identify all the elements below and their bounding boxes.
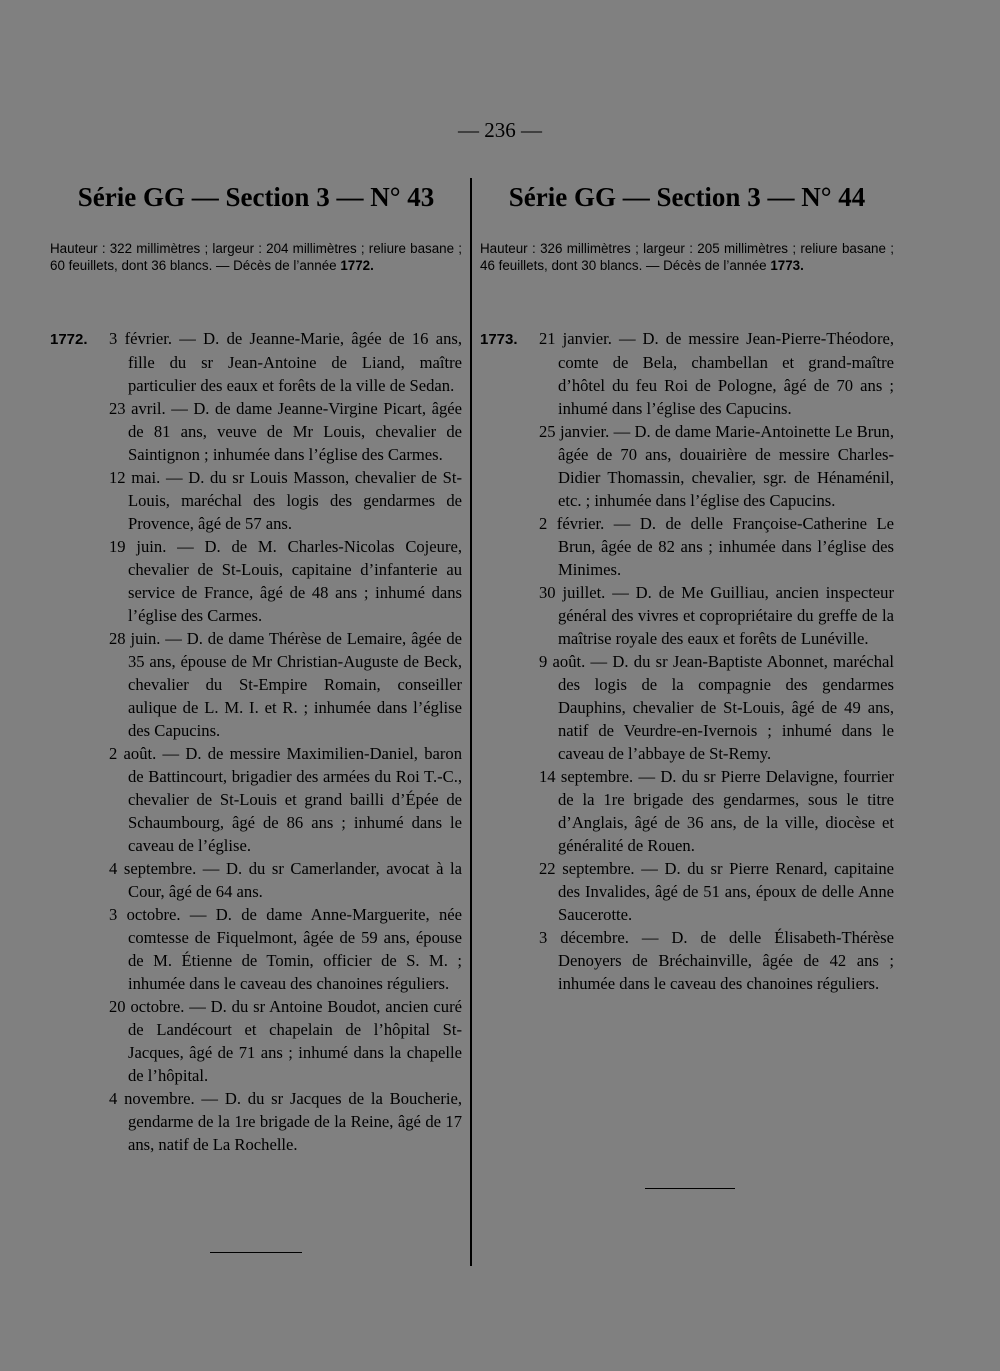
entry-item xyxy=(480,650,894,765)
entry-item xyxy=(480,926,894,995)
entry-text: 4 septembre. — D. du sr Camerlander, avocat à la Cour, âgé de 64 ans. xyxy=(109,859,462,901)
entry-item xyxy=(480,512,894,581)
right-column xyxy=(480,178,894,995)
entry-item xyxy=(480,857,894,926)
entry-item xyxy=(50,995,462,1087)
left-description xyxy=(50,240,462,292)
entry-item xyxy=(50,742,462,857)
right-year-label: 1773. xyxy=(480,331,518,348)
left-entries xyxy=(50,327,462,1156)
left-series-title: Série GG — Section 3 — N° 43 xyxy=(77,182,435,212)
entry-text: 22 septembre. — D. du sr Pierre Renard, capitaine des Invalides, âgé de 51 ans, époux de delle Anne Saucerotte. xyxy=(539,859,894,924)
right-description-text: Hauteur : 326 millimètres ; largeur : 205 millimètres ; reliure basane ; 46 feuillets, dont 30 blancs. — Décès de l’année xyxy=(480,241,894,273)
entry-text: 3 octobre. — D. de dame Anne-Marguerite, née comtesse de Fiquelmont, âgée de 59 ans, épouse de M. Étienne de Tomin, officier de S. M. ; inhumée dans le caveau des chanoines réguliers. xyxy=(109,905,462,993)
entry-item xyxy=(50,1087,462,1156)
entry-text: 14 septembre. — D. du sr Pierre Delavigne, fourrier de la 1re brigade des gendarmes, sous le titre d’Anglais, âgé de 36 ans, de la ville, diocèse et généralité de Rouen. xyxy=(539,767,894,855)
entry-text: 9 août. — D. du sr Jean-Baptiste Abonnet, maréchal des logis de la compagnie des gendarmes Dauphins, chevalier de St-Louis, âgé de 49 ans, natif de Veurdre-en-Ivernois ; inhumé dans le caveau de l’abbaye de St-Remy. xyxy=(539,652,894,763)
entry-item xyxy=(50,535,462,627)
right-entries xyxy=(480,327,894,995)
entry-item xyxy=(50,466,462,535)
entry-text: 3 décembre. — D. de delle Élisabeth-Thérèse Denoyers de Bréchainville, âgée de 42 ans ; inhumée dans le caveau des chanoines réguliers. xyxy=(539,928,894,993)
left-description-year: 1772. xyxy=(340,258,374,273)
entry-item xyxy=(50,327,462,397)
entry-text: 23 avril. — D. de dame Jeanne-Virgine Picart, âgée de 81 ans, veuve de Mr Louis, chevalier de Saintignon ; inhumée dans l’église des Carmes. xyxy=(109,399,462,464)
entry-item xyxy=(480,581,894,650)
entry-text: 12 mai. — D. du sr Louis Masson, chevalier de St-Louis, maréchal des logis des gendarmes de Provence, âgé de 57 ans. xyxy=(109,468,462,533)
entry-text: 30 juillet. — D. de Me Guilliau, ancien inspecteur général des vivres et copropriétaire du greffe de la maîtrise royale des eaux et forêts de Lunéville. xyxy=(539,583,894,648)
entry-item xyxy=(50,627,462,742)
entry-text: 21 janvier. — D. de messire Jean-Pierre-Théodore, comte de Bela, chambellan et grand-maître d’hôtel du feu Roi de Pologne, âgé de 70 ans ; inhumé dans l’église des Capucins. xyxy=(539,329,894,418)
entry-item xyxy=(480,420,894,512)
right-end-rule xyxy=(645,1188,735,1189)
right-description xyxy=(480,240,894,292)
entry-item xyxy=(480,327,894,420)
entry-item xyxy=(50,397,462,466)
entry-item xyxy=(50,903,462,995)
column-divider xyxy=(470,178,472,1266)
left-column xyxy=(50,178,462,1156)
right-description-year: 1773. xyxy=(770,258,804,273)
entry-item xyxy=(480,765,894,857)
page-number: — 236 — xyxy=(458,118,542,142)
left-end-rule xyxy=(210,1252,302,1253)
entry-item xyxy=(50,857,462,903)
left-description-text: Hauteur : 322 millimètres ; largeur : 204 millimètres ; reliure basane ; 60 feuillets, dont 36 blancs. — Décès de l’année xyxy=(50,241,462,273)
entry-text: 2 février. — D. de delle Françoise-Catherine Le Brun, âgée de 82 ans ; inhumée dans l’église des Minimes. xyxy=(539,514,894,579)
entry-text: 19 juin. — D. de M. Charles-Nicolas Cojeure, chevalier de St-Louis, capitaine d’infanterie au service de France, âgé de 48 ans ; inhumé dans l’église des Carmes. xyxy=(109,537,462,625)
entry-text: 4 novembre. — D. du sr Jacques de la Boucherie, gendarme de la 1re brigade de la Reine, âgé de 17 ans, natif de La Rochelle. xyxy=(109,1089,462,1154)
entry-text: 3 février. — D. de Jeanne-Marie, âgée de 16 ans, fille du sr Jean-Antoine de Liand, maître particulier des eaux et forêts de la ville de Sedan. xyxy=(109,329,462,395)
entry-text: 20 octobre. — D. du sr Antoine Boudot, ancien curé de Landécourt et chapelain de l’hôpital St-Jacques, âgé de 71 ans ; inhumé dans la chapelle de l’hôpital. xyxy=(109,997,462,1085)
entry-text: 28 juin. — D. de dame Thérèse de Lemaire, âgée de 35 ans, épouse de Mr Christian-Auguste de Beck, chevalier du St-Empire Romain, conseiller aulique de L. M. I. et R. ; inhumée dans l’église des Capucins. xyxy=(109,629,462,740)
right-series-title: Série GG — Section 3 — N° 44 xyxy=(508,182,866,212)
entry-text: 2 août. — D. de messire Maximilien-Daniel, baron de Battincourt, brigadier des armées du Roi T.-C., chevalier de St-Louis et grand bailli d’Épée de Schaumbourg, âgé de 86 ans ; inhumé dans le caveau de l’église. xyxy=(109,744,462,855)
entry-text: 25 janvier. — D. de dame Marie-Antoinette Le Brun, âgée de 70 ans, douairière de messire Charles-Didier Thomassin, chevalier, sgr. de Hénaménil, etc. ; inhumée dans l’église des Capucins. xyxy=(539,422,894,510)
left-year-label: 1772. xyxy=(50,331,88,348)
